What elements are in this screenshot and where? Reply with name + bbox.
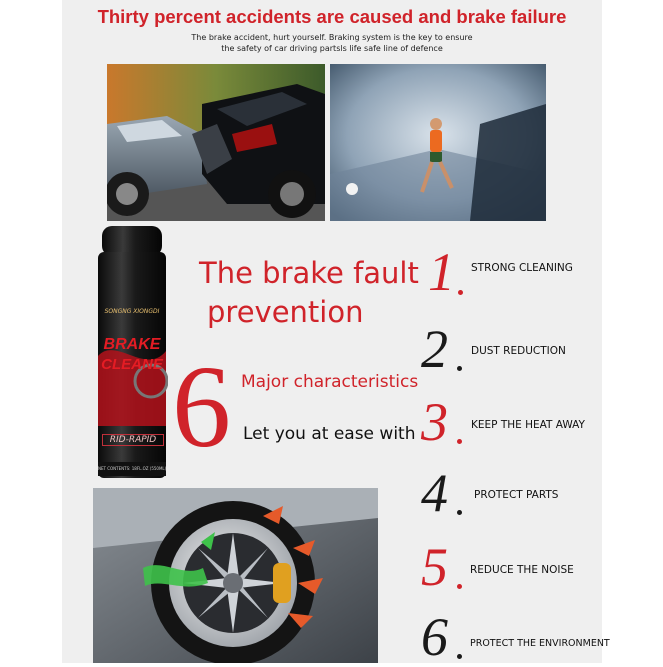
feature-dot-6 <box>457 654 462 659</box>
big-number-six: 6 <box>172 341 231 472</box>
feature-label-5: REDUCE THE NOISE <box>470 564 574 576</box>
can-contents: NET CONTENTS: 18FL.OZ (550ML) <box>98 466 166 471</box>
feature-label-4: PROTECT PARTS <box>474 489 559 501</box>
feature-number-1: 1 <box>428 242 455 302</box>
feature-number-3: 3 <box>421 392 448 452</box>
can-label-line-1: BRAKE <box>103 336 161 353</box>
feature-label-3: KEEP THE HEAT AWAY <box>471 419 585 431</box>
feature-dot-3 <box>457 439 462 444</box>
major-characteristics-text: Major characteristics <box>241 372 419 392</box>
brake-cleaner-can <box>96 226 168 480</box>
feature-dot-5 <box>457 584 462 589</box>
feature-dot-2 <box>457 366 462 371</box>
subtitle-line-2: the safety of car driving partsls life safe line of defence <box>221 44 443 53</box>
page-title: Thirty percent accidents are caused and brake failure <box>97 6 567 27</box>
promo-heading-line-2: prevention <box>207 295 364 329</box>
feature-number-6: 6 <box>421 607 448 667</box>
feature-label-1: STRONG CLEANING <box>471 262 573 274</box>
can-label-line-2: CLEANE <box>101 356 163 373</box>
feature-number-4: 4 <box>421 463 448 523</box>
can-brand: SONGNG XIONGDI <box>104 308 160 315</box>
car-crash-photo <box>107 64 325 221</box>
feature-label-2: DUST REDUCTION <box>471 345 566 357</box>
can-tag: RID-RAPID <box>102 434 164 446</box>
brake-wheel-photo <box>93 488 378 663</box>
feature-number-5: 5 <box>421 537 448 597</box>
promo-heading-line-1: The brake fault <box>199 256 419 290</box>
feature-dot-4 <box>457 510 462 515</box>
feature-dot-1 <box>458 290 463 295</box>
at-ease-text: Let you at ease with <box>243 424 416 444</box>
feature-label-6: PROTECT THE ENVIRONMENT <box>470 638 610 649</box>
subtitle-line-1: The brake accident, hurt yourself. Braking system is the key to ensure <box>191 33 473 42</box>
feature-number-2: 2 <box>421 319 448 379</box>
child-in-road-photo <box>330 64 546 221</box>
page-subtitle <box>62 32 602 54</box>
